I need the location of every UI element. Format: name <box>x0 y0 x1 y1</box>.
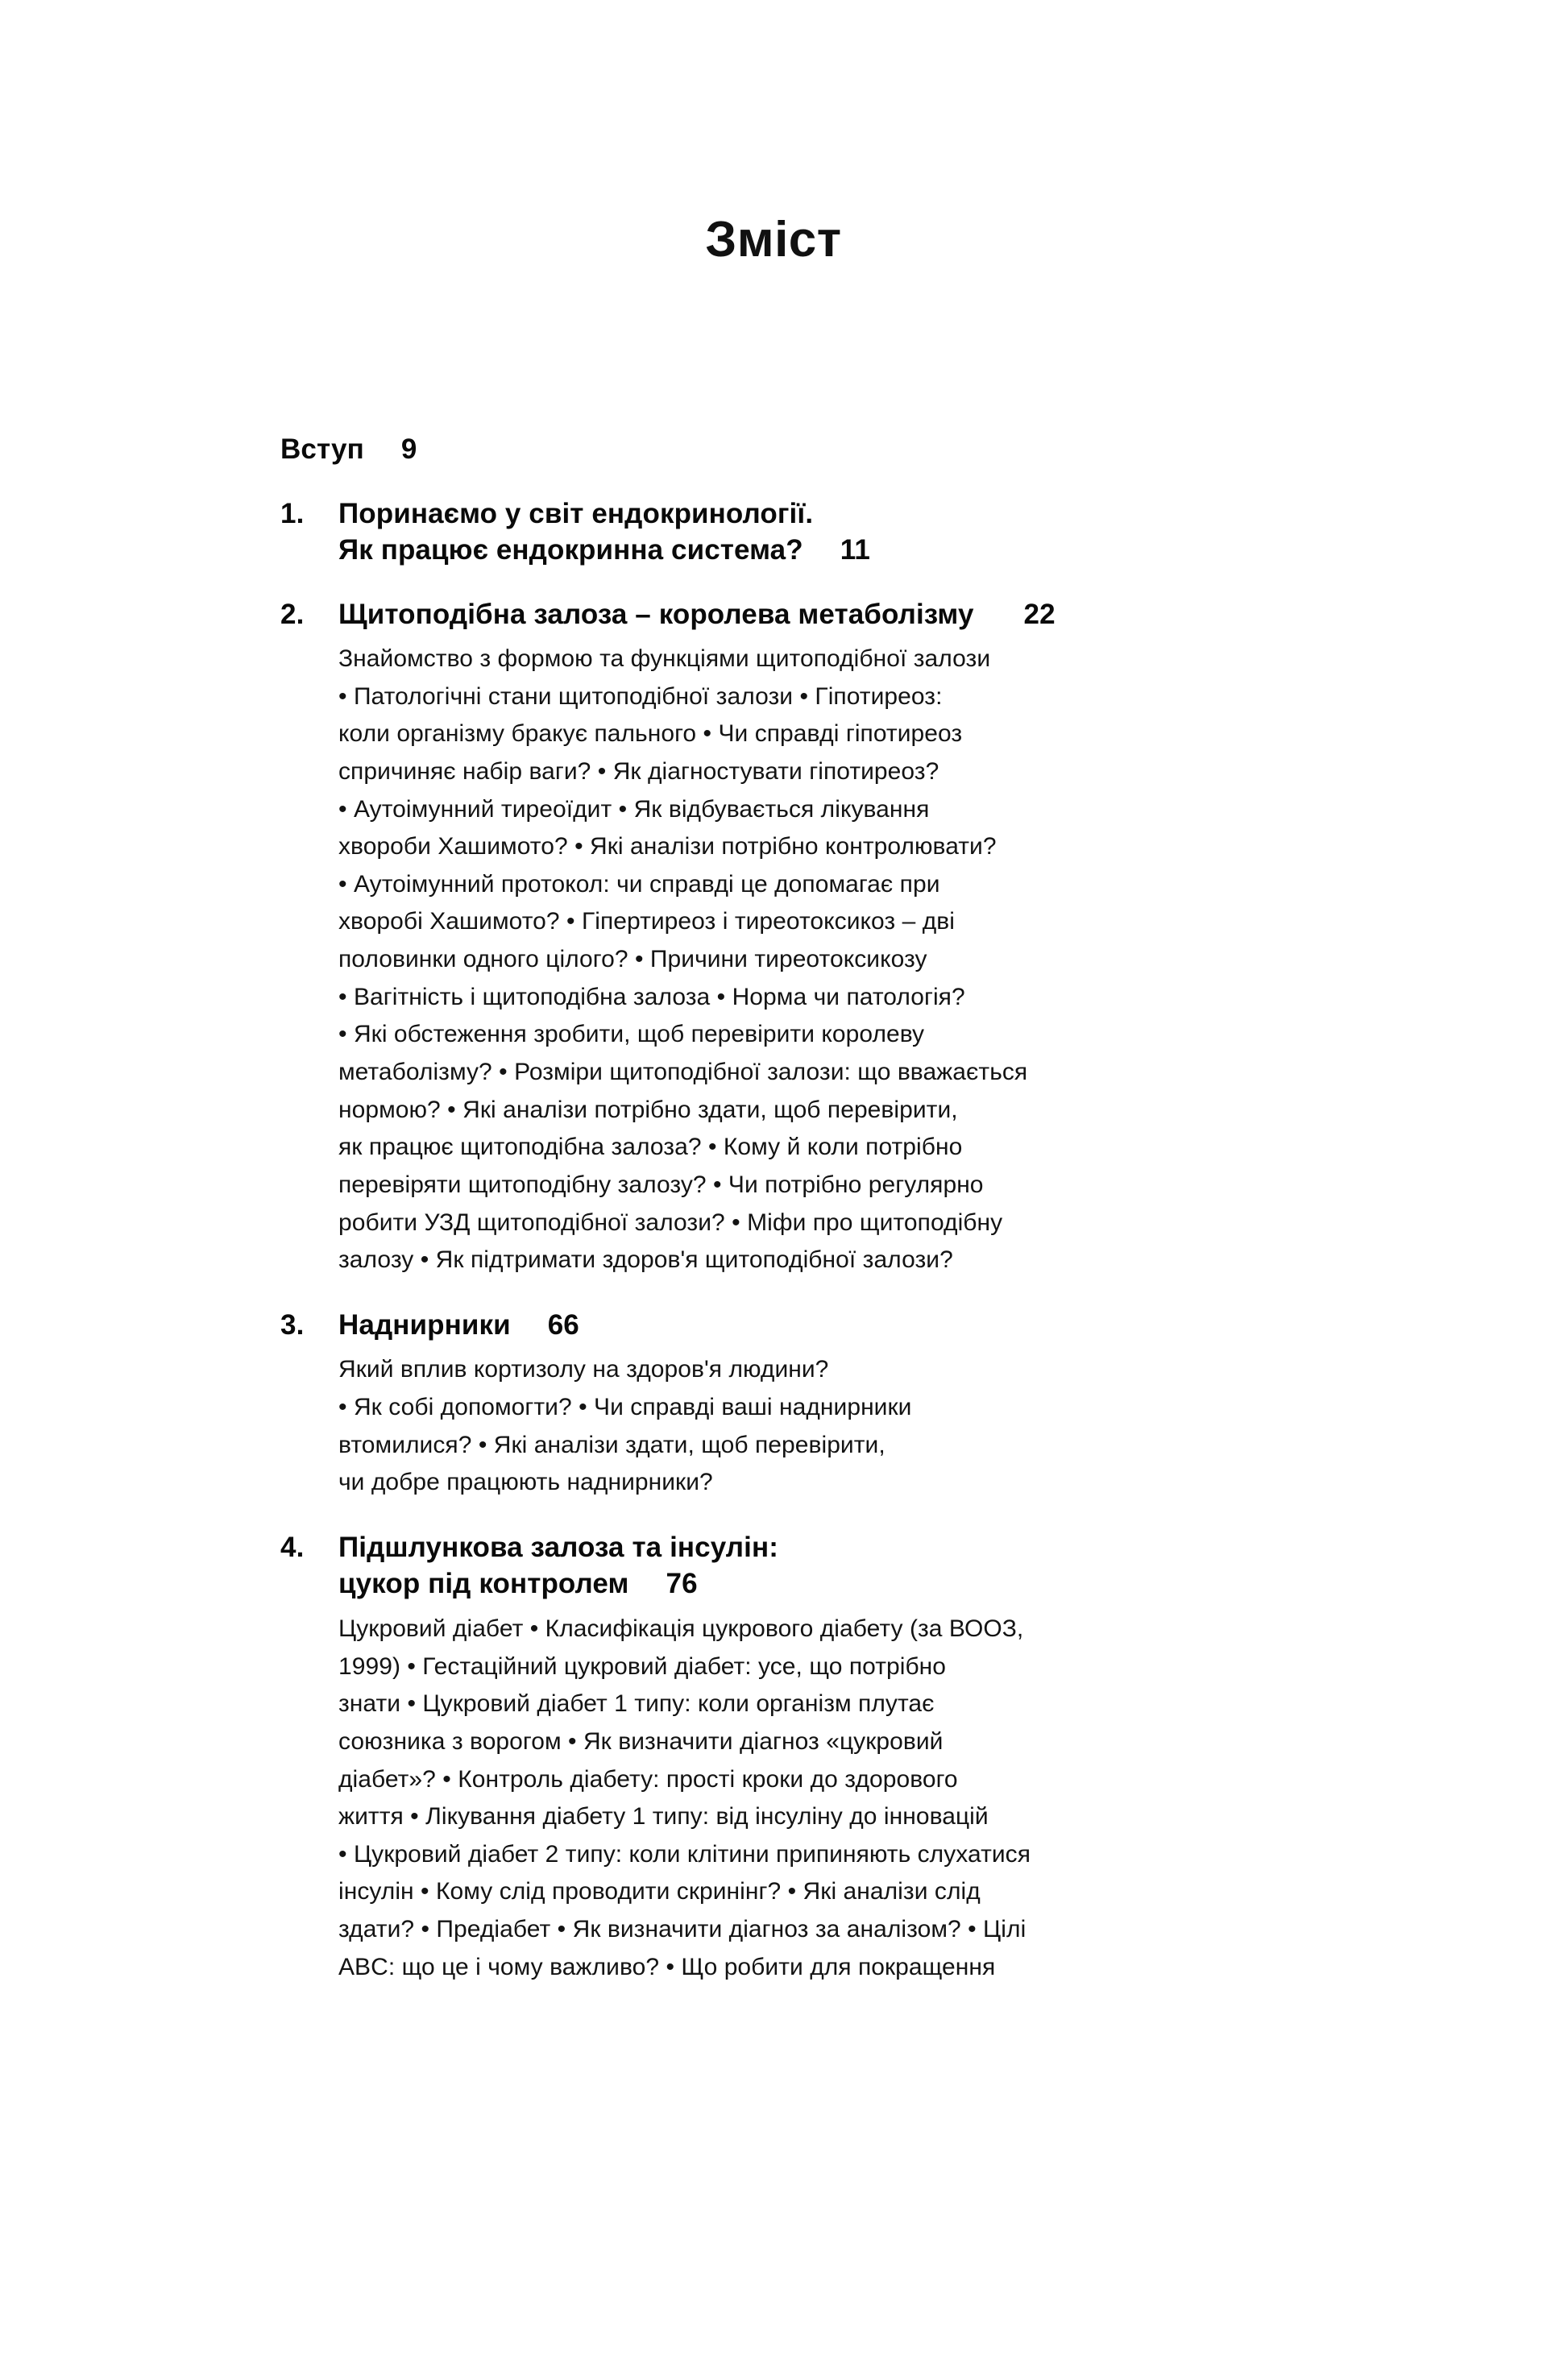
toc-entry-number: 1. <box>280 497 305 529</box>
toc-entry-page-number[interactable]: 66 <box>547 1308 579 1341</box>
toc-entry-description-line: інсулін • Кому слід проводити скринінг? • Які аналізи слід <box>338 1878 981 1905</box>
toc-entry-title-text: Підшлункова залоза та інсулін: <box>338 1531 778 1563</box>
toc-entry[interactable] <box>280 1307 1320 1502</box>
toc-entry-description-line: втомилися? • Які аналізи здати, щоб перевірити, <box>338 1431 885 1458</box>
toc-entry-description-line: перевіряти щитоподібну залозу? • Чи потрібно регулярно <box>338 1171 984 1198</box>
toc-entry-title-text: Щитоподібна залоза – королева метаболізму <box>338 598 974 630</box>
toc-entry-title-line <box>338 1565 1320 1603</box>
toc-entry-description <box>280 641 1320 1279</box>
page-title: Зміст <box>705 212 842 267</box>
toc-entry-description <box>280 1351 1320 1502</box>
toc-entry-heading <box>280 495 1320 569</box>
toc-entry-title-line <box>338 596 1320 633</box>
toc-entry-description-line: чи добре працюють наднирники? <box>338 1469 713 1496</box>
toc-entry-description-line: спричиняє набір ваги? • Як діагностувати гіпотиреоз? <box>338 757 939 785</box>
toc-entry-title-line <box>338 1529 1320 1566</box>
toc-entry-title-line <box>338 495 1320 533</box>
toc-entry-description-line: як працює щитоподібна залоза? • Кому й коли потрібно <box>338 1134 963 1161</box>
toc-entry-description-line: • Цукровий діабет 2 типу: коли клітини припиняють слухатися <box>338 1840 1031 1868</box>
toc-entry-number: 4. <box>280 1531 305 1563</box>
toc-entry-heading <box>280 1307 1320 1344</box>
toc-entry-description-line: Знайомство з формою та функціями щитоподібної залози <box>338 645 991 672</box>
toc-entry-description <box>280 1611 1320 1986</box>
toc-entry-title-text: Поринаємо у світ ендокринології. <box>338 497 814 529</box>
toc-entry-description-line: хвороби Хашимото? • Які аналізи потрібно контролювати? <box>338 833 997 860</box>
toc-entry-title-text: Як працює ендокринна система? <box>338 534 803 566</box>
toc-entry[interactable] <box>280 596 1320 1279</box>
toc-entry-description-line: коли організму бракує пального • Чи справді гіпотиреоз <box>338 720 963 748</box>
toc-entry[interactable] <box>280 431 1320 468</box>
toc-entry-title-line <box>280 431 1320 468</box>
toc-entry-description-line: половинки одного цілого? • Причини тиреотоксикозу <box>338 946 927 973</box>
toc-entry-title-text: Наднирники <box>338 1308 511 1341</box>
toc-entry-number: 2. <box>280 598 305 630</box>
toc-entry-number: 3. <box>280 1308 305 1341</box>
toc-entry-description-line: метаболізму? • Розміри щитоподібної залози: що вважається <box>338 1059 1028 1086</box>
toc-entry-heading <box>280 1529 1320 1603</box>
toc-entry-title-text: цукор під контролем <box>338 1568 629 1600</box>
toc-entry-heading <box>280 596 1320 633</box>
toc-entry-title-line <box>338 532 1320 569</box>
toc-entry-description-line: • Вагітність і щитоподібна залоза • Норма чи патологія? <box>338 983 965 1010</box>
toc-entry-heading <box>280 431 1320 468</box>
toc-entry-page-number[interactable]: 11 <box>840 534 870 566</box>
toc-entry-description-line: 1999) • Гестаційний цукровий діабет: усе, що потрібно <box>338 1652 947 1680</box>
toc-entry-description-line: Який вплив кортизолу на здоров'я людини? <box>338 1356 829 1383</box>
toc-entry-description-line: союзника з ворогом • Як визначити діагноз «цукровий <box>338 1727 944 1755</box>
toc-entry-description-line: ABC: що це і чому важливо? • Що робити для покращення <box>338 1953 996 1980</box>
toc-entry-page-number[interactable]: 9 <box>400 433 417 465</box>
toc-entry-description-line: • Аутоімунний тиреоїдит • Як відбувається лікування <box>338 795 930 823</box>
toc-entry-description-line: робити УЗД щитоподібної залози? • Міфи про щитоподібну <box>338 1209 1003 1236</box>
toc-entry-description-line: знати • Цукровий діабет 1 типу: коли організм плутає <box>338 1690 935 1718</box>
toc-entry-description-line: • Які обстеження зробити, щоб перевірити королеву <box>338 1021 925 1048</box>
toc-entry-description-line: життя • Лікування діабету 1 типу: від інсуліну до інновацій <box>338 1803 989 1831</box>
toc-entry-description-line: Цукровий діабет • Класифікація цукрового діабету (за ВООЗ, <box>338 1615 1024 1642</box>
toc-entry-description-line: • Патологічні стани щитоподібної залози • Гіпотиреоз: <box>338 682 943 710</box>
toc-entry-description-line: діабет»? • Контроль діабету: прості кроки до здорового <box>338 1765 958 1793</box>
toc-entry[interactable] <box>280 1529 1320 1986</box>
toc-entry-description-line: залозу • Як підтримати здоров'я щитоподібної залози? <box>338 1246 953 1274</box>
toc-entry-description-line: здати? • Предіабет • Як визначити діагноз за аналізом? • Цілі <box>338 1916 1026 1943</box>
toc-entry-description-line: • Як собі допомогти? • Чи справді ваші наднирники <box>338 1394 912 1421</box>
toc-entry-title-line <box>338 1307 1320 1344</box>
toc-entry-list <box>280 431 1320 1986</box>
toc-entry[interactable] <box>280 495 1320 569</box>
toc-entry-description-line: • Аутоімунний протокол: чи справді це допомагає при <box>338 870 940 898</box>
toc-entry-title-text: Вступ <box>280 433 364 465</box>
toc-entry-page-number[interactable]: 76 <box>666 1568 698 1600</box>
toc-entry-page-number[interactable]: 22 <box>1023 598 1056 630</box>
toc-entry-description-line: хворобі Хашимото? • Гіпертиреоз і тиреотоксикоз – дві <box>338 908 955 935</box>
toc-entry-description-line: нормою? • Які аналізи потрібно здати, щоб перевірити, <box>338 1096 958 1123</box>
